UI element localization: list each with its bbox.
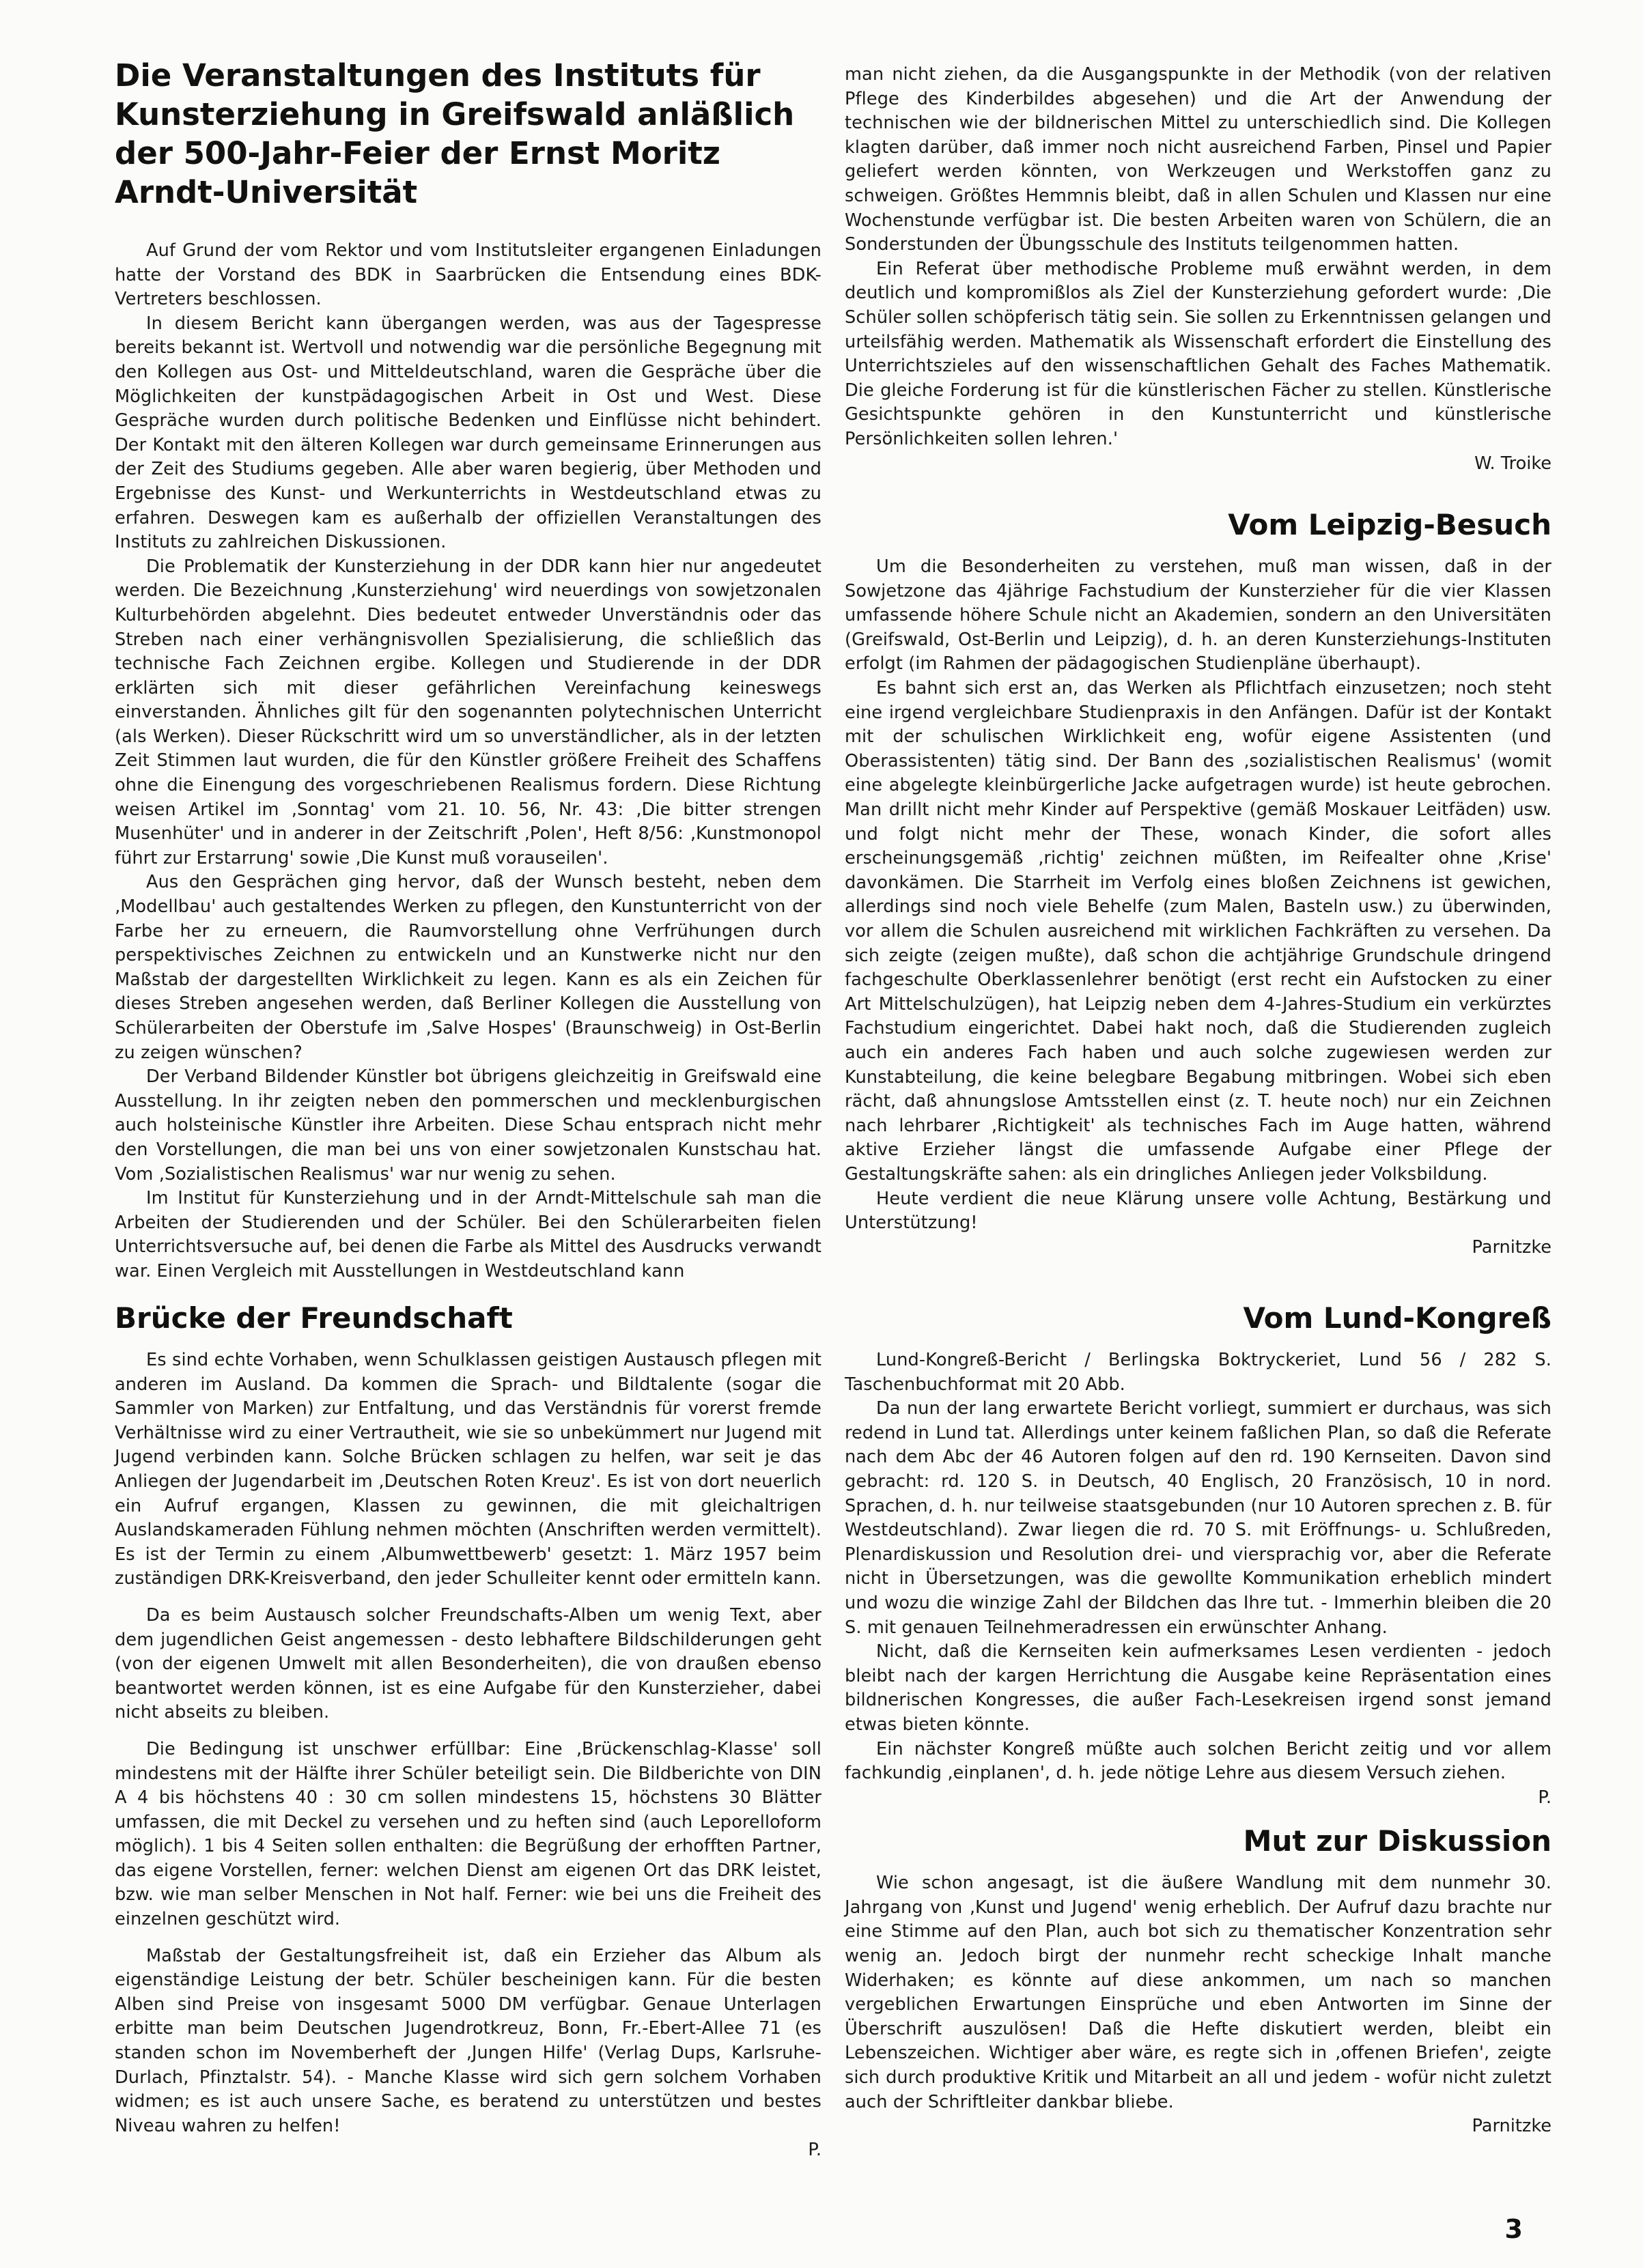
article-veranstaltungen-column-right [845, 63, 1551, 1260]
paragraph: Um die Besonderheiten zu verstehen, muß man wissen, daß in der Sowjetzone das 4jährige Fachstudium der Kunsterzieher für die vier Klassen umfassende höhere Schule nicht an Akademien, sondern an den Universitäten (Greifswald, Ost-Berlin und Leipzig), d. h. an deren Kunsterziehungs-Instituten erfolgt (im Rahmen der pädagogischen Studienpläne überhaupt). [845, 556, 1551, 675]
article-lund-column [845, 1301, 1551, 2139]
paragraph: Da nun der lang erwartete Bericht vorliegt, summiert er durchaus, was sich redend in Lund tat. Allerdings unter keinem faßlichen Plan, so daß die Referate nach dem Abc der 46 Autoren folgen auf den rd. 190 Kernseiten. Davon sind gebracht: rd. 120 S. in Deutsch, 40 Englisch, 20 Französisch, 10 in nord. Sprachen, d. h. nur teilweise staatsgebunden (nur 10 Autoren sprechen z. B. für Westdeutschland). Zwar liegen die rd. 70 S. mit Eröffnungs- u. Schlußreden, Plenardiskussion und Resolution drei- und viersprachig vor, aber die Referate nicht in Übersetzungen, was die gewollte Kommunikation erheblich mindert und wozu die winzige Zahl der Bildchen das Ihre tut. - Immerhin bleiben die 20 S. mit genauen Teilnehmeradressen ein erwünschter Anhang. [845, 1398, 1551, 1638]
paragraph: Heute verdient die neue Klärung unsere volle Achtung, Bestärkung und Unterstützung! [845, 1188, 1551, 1234]
paragraph: In diesem Bericht kann übergangen werden, was aus der Tagespresse bereits bekannt ist. Wertvoll und notwendig war die persönliche Begegnung mit den Kollegen aus Ost- und Mitteldeutschland, waren die Gespräche über die Möglichkeiten der kunstpädagogischen Arbeit in Ost und West. Diese Gespräche wurden durch politische Bedenken und Einflüsse nicht behindert. Der Kontakt mit den älteren Kollegen war durch gemeinsame Erinnerungen aus der Zeit des Studiums gegeben. Alle aber waren begierig, über Methoden und Ergebnisse des Kunst- und Werkunterrichts in Westdeutschland etwas zu erfahren. Deswegen kam es außerhalb der offiziellen Veranstaltungen des Instituts zu zahlreichen Diskussionen. [115, 313, 822, 553]
headline-leipzig: Vom Leipzig-Besuch [1228, 508, 1551, 542]
paragraph: Wie schon angesagt, ist die äußere Wandlung mit dem nunmehr 30. Jahrgang von ‚Kunst und Jugend' wenig erheblich. Der Aufruf dazu brachte nur eine Stimme auf den Plan, auch bot sich zu thematischer Konzentration sehr wenig an. Jedoch birgt der nunmehr recht scheckige Inhalt manche Widerhaken; es könnte auf diese ankommen, um nach so manchen vergeblichen Erwartungen Einsprüche und eben Antworten im Sinne der Überschrift auszulösen! Daß die Hefte diskutiert werden, bleibt ein Lebenszeichen. Wichtiger aber wäre, es regte sich in ‚offenen Briefen', zeigte sich durch produktive Kritik und Mitarbeit an all und jedem - wofür nicht zuletzt auch der Schriftleiter dankbar bliebe. [845, 1873, 1551, 2112]
paragraph: Da es beim Austausch solcher Freundschafts-Alben um wenig Text, aber dem jugendlichen Geist angemessen - desto lebhaftere Bildschilderungen geht (von der eigenen Umwelt mit allen Besonderheiten), die von draußen ebenso beantwortet werden können, ist es eine Aufgabe für den Kunsterzieher, dabei nicht abseits zu bleiben. [115, 1604, 822, 1723]
paragraph: Auf Grund der vom Rektor und vom Institutsleiter ergangenen Einladungen hatte der Vorstand des BDK in Saarbrücken die Entsendung eines BDK-Vertreters beschlossen. [115, 240, 822, 310]
article-bruecke-column [115, 1301, 822, 2163]
author-signature: P. [808, 2140, 822, 2161]
paragraph: Aus den Gesprächen ging hervor, daß der Wunsch besteht, neben dem ‚Modellbau' auch gestaltendes Werken zu pflegen, den Kunstunterricht von der Farbe her zu erneuern, die Raumvorstellung ohne Verfrühungen durch perspektivisches Zeichnen zu entwickeln und an Kunstwerke nicht nur den Maßstab der dargestellten Wirklichkeit zu legen. Kann es als ein Zeichen für dieses Streben angesehen werden, daß Berliner Kollegen die Ausstellung von Schülerarbeiten der Oberstufe im ‚Salve Hospes' (Braunschweig) in Ost-Berlin zu zeigen wünschen? [115, 872, 822, 1063]
paragraph: Es bahnt sich erst an, das Werken als Pflichtfach einzusetzen; noch steht eine irgend vergleichbare Studienpraxis in den Anfängen. Dafür ist der Kontakt mit der schulischen Wirklichkeit eng, wofür eigene Assistenten (und Oberassistenten) tätig sind. Der Bann des ‚sozialistischen Realismus' (womit eine abgelegte kleinbürgerliche Jacke aufgetragen wurde) ist heute gebrochen. Man drillt nicht mehr Kinder auf Perspektive (gemäß Moskauer Leitfäden) usw. und folgt nicht mehr der These, wonach Kinder, die sofort alles erscheinungsgemäß ‚richtig' zeichnen müßten, im Reifealter ohne ‚Krise' davonkämen. Die Starrheit im Verfolg eines bloßen Zeichnens ist gewichen, allerdings sind noch viele Behelfe (zum Malen, Basteln usw.) zu überwinden, vor allem die Schulen ausreichend mit wirklichen Fachkräften zu versehen. Da sich zeigte (zeigen mußte), daß schon die achtjährige Grundschule dringend fachgeschulte Oberklassenlehrer benötigt (erst recht ein Aufstocken zu einer Art Mittelschulzügen), hat Leipzig neben dem 4-Jahres-Studium ein verkürztes Fachstudium eingerichtet. Dabei hakt noch, daß die Studierenden zugleich auch ein anderes Fach haben und auch solche zugewiesen werden zur Kunstabteilung, die keine belegbare Begabung mitbringen. Wobei sich eben rächt, daß ahnungslose Amtsstellen einst (z. T. heute noch) nur ein Zeichnen nach lehrbarer ‚Richtigkeit' als technisches Fach im Auge hatten, während aktive Erzieher längst die umfassende Aufgabe einer Pflege der Gestaltungskräfte sahen: als ein dringliches Anliegen jeder Volksbildung. [845, 678, 1551, 1185]
headline-lund: Vom Lund-Kongreß [1243, 1301, 1551, 1335]
paragraph-citation: Lund-Kongreß-Bericht / Berlingska Boktryckeriet, Lund 56 / 282 S. Taschenbuchformat mit 20 Abb. [845, 1350, 1551, 1395]
paragraph: Die Bedingung ist unschwer erfüllbar: Eine ‚Brückenschlag-Klasse' soll mindestens mit der Hälfte ihrer Schüler beteiligt sein. Die Bildberichte von DIN A 4 bis höchstens 40 : 30 cm sollen mindestens 15, höchstens 30 Blätter umfassen, die mit Deckel zu versehen und zu heften sind (auch Leporelloform möglich). 1 bis 4 Seiten sollen enthalten: die Begrüßung der erhofften Partner, das eigene Vorstellen, ferner: welchen Dienst am eigenen Ort das DRK leistet, bzw. wie man selber Menschen in Not half. Ferner: wie bei uns die Freiheit des einzelnen geschützt wird. [115, 1738, 822, 1930]
author-signature: Parnitzke [1472, 1236, 1551, 1258]
paragraph: Maßstab der Gestaltungsfreiheit ist, daß ein Erzieher das Album als eigenständige Leistung der betr. Schüler bescheinigen kann. Für die besten Alben sind Preise von insgesamt 5000 DM verfügbar. Genaue Unterlagen erbitte man beim Deutschen Jugendrotkreuz, Bonn, Fr.-Ebert-Allee 71 (es standen schon im Novemberheft der ‚Jungen Hilfe' (Verlag Dups, Karlsruhe-Durlach, Pfinztalstr. 54). - Manche Klasse wird sich gern solchem Vorhaben widmen; es ist auch unsere Sache, es beratend zu unterstützen und bestes Niveau wahren zu helfen! [115, 1945, 822, 2136]
headline-mut-zur-diskussion: Mut zur Diskussion [1243, 1824, 1551, 1858]
article-veranstaltungen-column-left [115, 56, 822, 1284]
author-signature: Parnitzke [1472, 2116, 1551, 2137]
paragraph: Ein nächster Kongreß müßte auch solchen Bericht zeitig und vor allem fachkundig ‚einplanen', d. h. jede nötige Lehre aus diesem Versuch ziehen. [845, 1738, 1551, 1784]
paragraph: Es sind echte Vorhaben, wenn Schulklassen geistigen Austausch pflegen mit anderen im Ausland. Da kommen die Sprach- und Bildtalente (sogar die Sammler von Marken) zur Entfaltung, und das Verständnis für vorerst fremde Verhältnisse wird zu einer Vertrautheit, wie sie so unbekümmert nur Jugend mit Jugend verbinden kann. Solche Brücken schlagen zu helfen, war seit je das Anliegen der Jugendarbeit im ‚Deutschen Roten Kreuz'. Es ist von dort neuerlich ein Aufruf ergangen, Klassen zu gewinnen, die mit gleichaltrigen Auslandskameraden Fühlung nehmen möchten (Anschriften werden vermittelt). Es ist der Termin zu einem ‚Albumwettbewerb' gesetzt: 1. März 1957 beim zuständigen DRK-Kreisverband, den jeder Schulleiter kennt oder ermitteln kann. [115, 1350, 822, 1589]
page-number: 3 [1504, 2214, 1523, 2244]
paragraph: Ein Referat über methodische Probleme muß erwähnt werden, in dem deutlich und kompromißlos als Ziel der Kunsterziehung gefordert wurde: ‚Die Schüler sollen schöpferisch tätig sein. Sie sollen zu Erkenntnissen gelangen und urteilsfähig werden. Mathematik als Wissenschaft erfordert die Einstellung des Unterrichtszieles auf den wissenschaftlichen Gehalt des Faches Mathematik. Die gleiche Forderung ist für die künstlerischen Fächer zu stellen. Künstlerische Gesichtspunkte gehören in den Kunstunterricht und künstlerische Persönlichkeiten sollen lehren.' [845, 258, 1551, 449]
paragraph: Nicht, daß die Kernseiten kein aufmerksames Lesen verdienten - jedoch bleibt nach der kargen Herrichtung die Ausgabe keine Repräsentation eines bildnerischen Kongresses, die außer Fach-Lesekreisen irgend sonst jemand etwas bieten könnte. [845, 1641, 1551, 1735]
headline-veranstaltungen: Die Veranstaltungen des Instituts für Kunsterziehung in Greifswald anläßlich der 500-Jahr-Feier der Ernst Moritz Arndt-Universität [115, 57, 795, 210]
author-signature: W. Troike [1474, 453, 1551, 474]
paragraph: Der Verband Bildender Künstler bot übrigens gleichzeitig in Greifswald eine Ausstellung. In ihr zeigten neben den pommerschen und mecklenburgischen auch holsteinische Künstler ihre Arbeiten. Diese Schau entsprach nicht mehr den Vorstellungen, die man bei uns von einer sowjetzonalen Kunstschau hat. Vom ‚Sozialistischen Realismus' war nur wenig zu sehen. [115, 1066, 822, 1185]
headline-bruecke: Brücke der Freundschaft [115, 1301, 513, 1335]
paragraph: man nicht ziehen, da die Ausgangspunkte in der Methodik (von der relativen Pflege des Kinderbildes abgesehen) und die Art der Anwendung der technischen wie der bildnerischen Mittel zu unterschiedlich sind. Die Kollegen klagten darüber, daß immer noch nicht ausreichend Farben, Pinsel und Papier geliefert werden könnten, von Werkzeugen und Werkstoffen ganz zu schweigen. Größtes Hemmnis bleibt, daß in allen Schulen und Klassen nur eine Wochenstunde verfügbar ist. Die besten Arbeiten waren von Schülern, die an Sonderstunden der Übungsschule des Instituts teilgenommen hatten. [845, 64, 1551, 255]
author-signature: P. [1538, 1787, 1551, 1808]
paragraph: Die Problematik der Kunsterziehung in der DDR kann hier nur angedeutet werden. Die Bezeichnung ‚Kunsterziehung' wird neuerdings von sowjetzonalen Kulturbehörden abgelehnt. Dies bedeutet entweder Unverständnis oder das Streben nach einer verhängnisvollen Spezialisierung, die schließlich das technische Fach Zeichnen ergibe. Kollegen und Studierende in der DDR erklärten sich mit dieser gefährlichen Vereinfachung keineswegs einverstanden. Ähnliches gilt für den sogenannten polytechnischen Unterricht (als Werken). Dieser Rückschritt wird um so unverständlicher, als in der letzten Zeit Stimmen laut wurden, die für den Künstler größere Freiheit des Schaffens ohne die Einengung des vorgeschriebenen Realismus fordern. Diese Richtung weisen Artikel im ‚Sonntag' vom 21. 10. 56, Nr. 43: ‚Die bitter strengen Musenhüter' und in anderer in der Zeitschrift ‚Polen', Heft 8/56: ‚Kunstmonopol führt zur Erstarrung' sowie ‚Die Kunst muß vorauseilen'. [115, 556, 822, 868]
paragraph: Im Institut für Kunsterziehung und in der Arndt-Mittelschule sah man die Arbeiten der Studierenden und der Schüler. Bei den Schülerarbeiten fielen Unterrichtsversuche auf, bei denen die Farbe als Mittel des Ausdrucks verwandt war. Einen Vergleich mit Ausstellungen in Westdeutschland kann [115, 1188, 822, 1281]
